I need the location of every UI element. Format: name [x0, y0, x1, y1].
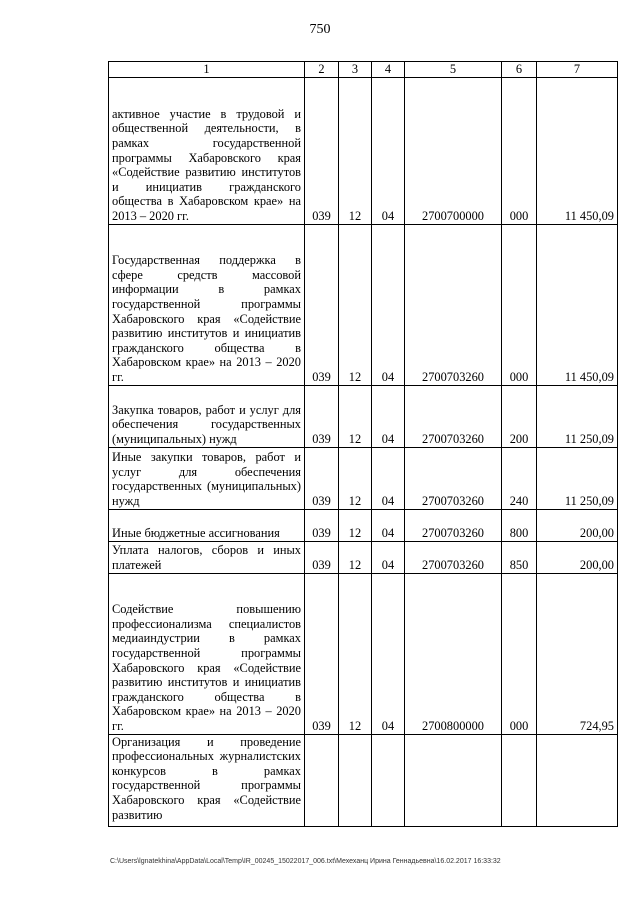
row-target-article: 2700703260 [405, 509, 502, 541]
row-expense-type [502, 734, 537, 826]
row-target-article [405, 734, 502, 826]
row-name: Иные закупки товаров, работ и услуг для обеспечения государственных (муниципальных) нужд [109, 447, 305, 509]
page-number: 750 [309, 22, 331, 37]
row-section-code: 12 [339, 541, 372, 573]
row-ministry-code: 039 [305, 509, 339, 541]
row-subsection-code: 04 [372, 573, 405, 734]
row-ministry-code [305, 734, 339, 826]
row-amount: 724,95 [537, 573, 618, 734]
row-name: Организация и проведение профессиональных журналистских конкурсов в рамках государственной программы Хабаровского края «Содействие развитию [109, 734, 305, 826]
row-expense-type: 000 [502, 573, 537, 734]
row-ministry-code: 039 [305, 77, 339, 224]
table-row [109, 573, 618, 734]
row-subsection-code: 04 [372, 224, 405, 385]
row-target-article: 2700700000 [405, 77, 502, 224]
row-section-code: 12 [339, 509, 372, 541]
row-section-code: 12 [339, 447, 372, 509]
row-target-article: 2700703260 [405, 447, 502, 509]
row-section-code: 12 [339, 385, 372, 447]
row-subsection-code [372, 734, 405, 826]
row-expense-type: 800 [502, 509, 537, 541]
row-name: Государственная поддержка в сфере средств массовой информации в рамках государственной программы Хабаровского края «Содействие развитию институтов и инициатив гражданского общества в Хабаровском крае» на 2013 – 2020 гг. [109, 224, 305, 385]
row-target-article: 2700703260 [405, 541, 502, 573]
row-ministry-code: 039 [305, 573, 339, 734]
row-target-article: 2700800000 [405, 573, 502, 734]
row-subsection-code: 04 [372, 385, 405, 447]
header-col-3: 3 [339, 62, 372, 78]
row-amount: 200,00 [537, 509, 618, 541]
header-col-1: 1 [109, 62, 305, 78]
row-name: активное участие в трудовой и общественной деятельности, в рамках государственной программы Хабаровского края «Содействие развитию институтов и инициатив гражданского общества в Хабаровском крае» на 2013 – 2020 гг. [109, 77, 305, 224]
row-section-code: 12 [339, 77, 372, 224]
table-row [109, 447, 618, 509]
row-expense-type: 200 [502, 385, 537, 447]
row-target-article: 2700703260 [405, 224, 502, 385]
row-section-code [339, 734, 372, 826]
table-row [109, 77, 618, 224]
table-row [109, 509, 618, 541]
table-row [109, 541, 618, 573]
footer-file-path: C:\Users\lgnatekhina\AppData\Local\Temp\IR_00245_15022017_006.txt\Мехеханц Ирина Геннадьевна\16.02.2017 16:33:32 [110, 858, 501, 865]
row-subsection-code: 04 [372, 447, 405, 509]
row-amount: 200,00 [537, 541, 618, 573]
row-amount: 11 450,09 [537, 77, 618, 224]
row-ministry-code: 039 [305, 385, 339, 447]
table-row [109, 734, 618, 826]
row-ministry-code: 039 [305, 541, 339, 573]
header-col-7: 7 [537, 62, 618, 78]
row-name: Закупка товаров, работ и услуг для обеспечения государственных (муниципальных) нужд [109, 385, 305, 447]
row-amount: 11 250,09 [537, 447, 618, 509]
row-amount: 11 250,09 [537, 385, 618, 447]
row-expense-type: 000 [502, 77, 537, 224]
table-header-row [109, 62, 618, 78]
row-ministry-code: 039 [305, 447, 339, 509]
row-ministry-code: 039 [305, 224, 339, 385]
budget-table [108, 61, 618, 827]
row-expense-type: 850 [502, 541, 537, 573]
header-col-5: 5 [405, 62, 502, 78]
header-col-4: 4 [372, 62, 405, 78]
table-row [109, 385, 618, 447]
row-name: Содействие повышению профессионализма специалистов медиаиндустрии в рамках государственной программы Хабаровского края «Содействие развитию институтов и инициатив гражданского общества в Хабаровском крае» на 2013 – 2020 гг. [109, 573, 305, 734]
header-col-2: 2 [305, 62, 339, 78]
row-subsection-code: 04 [372, 541, 405, 573]
row-section-code: 12 [339, 573, 372, 734]
row-amount [537, 734, 618, 826]
row-expense-type: 240 [502, 447, 537, 509]
table-row [109, 224, 618, 385]
row-amount: 11 450,09 [537, 224, 618, 385]
row-subsection-code: 04 [372, 509, 405, 541]
header-col-6: 6 [502, 62, 537, 78]
row-target-article: 2700703260 [405, 385, 502, 447]
row-name: Иные бюджетные ассигнования [109, 509, 305, 541]
row-subsection-code: 04 [372, 77, 405, 224]
row-expense-type: 000 [502, 224, 537, 385]
row-section-code: 12 [339, 224, 372, 385]
row-name: Уплата налогов, сборов и иных платежей [109, 541, 305, 573]
